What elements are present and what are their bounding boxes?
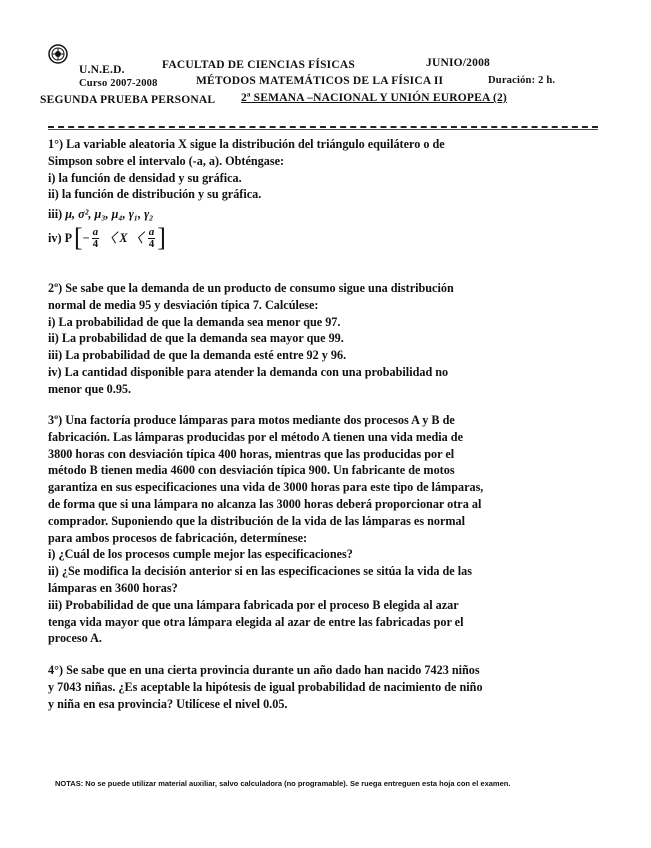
question-1 xyxy=(48,136,588,253)
question-3-line: comprador. Suponiendo que la distribución de la vida de las lámparas es normal xyxy=(48,513,466,528)
question-2-line: i) La probabilidad de que la demanda sea menor que 97. xyxy=(48,314,341,329)
institution: U.N.E.D. xyxy=(79,64,125,76)
question-3 xyxy=(48,412,588,647)
exam-date: JUNIO/2008 xyxy=(426,57,490,69)
question-2-line: iii) La probabilidad de que la demanda esté entre 92 y 96. xyxy=(48,348,347,363)
question-2-line: menor que 0.95. xyxy=(48,381,132,396)
question-2 xyxy=(48,280,588,398)
question-3-line: i) ¿Cuál de los procesos cumple mejor las especificaciones? xyxy=(48,547,353,562)
question-3-line: iii) Probabilidad de que una lámpara fabricada por el proceso B elegida al azar xyxy=(48,597,459,612)
question-1-item-iv: iv) P [ − $\frac{a}{4}$ 〈 X 〈 $\frac{a}{4}$ ] xyxy=(48,223,166,253)
question-4-line: y 7043 niñas. ¿Es aceptable la hipótesis de igual probabilidad de nacimiento de niño xyxy=(48,679,483,694)
course-year: Curso 2007-2008 xyxy=(79,78,158,89)
question-4-line: 4°) Se sabe que en una cierta provincia durante un año dado han nacido 7423 niños xyxy=(48,663,480,677)
question-4-line: y niña en esa provincia? Utilícese el nivel 0.05. xyxy=(48,696,288,711)
question-2-line: ii) La probabilidad de que la demanda sea mayor que 99. xyxy=(48,331,344,346)
subject-title: MÉTODOS MATEMÁTICOS DE LA FÍSICA II xyxy=(196,75,444,87)
fraction-a-over-4: $\frac{a}{4}$ xyxy=(148,225,155,250)
question-3-line: para ambos procesos de fabricación, determínese: xyxy=(48,530,308,545)
question-2-line: 2º) Se sabe que la demanda de un producto de consumo sigue una distribución xyxy=(48,281,454,295)
question-1-line: Simpson sobre el intervalo (-a, a). Obténgase: xyxy=(48,153,285,168)
question-3-line: tenga vida mayor que otra lámpara elegida al azar de entre las fabricadas por el xyxy=(48,614,464,629)
question-3-line: 3º) Una factoría produce lámparas para motos mediante dos procesos A y B de xyxy=(48,413,455,427)
exam-notes: NOTAS: No se puede utilizar material auxiliar, salvo calculadora (no programable). Se ruega entreguen esta hoja con el examen. xyxy=(55,779,511,788)
right-bracket: ] xyxy=(157,223,166,253)
moments-formula: μ, σ², μ₃, μ₄, γ₁, γ₂ xyxy=(65,207,154,222)
question-1-item-iii: iii) μ, σ², μ₃, μ₄, γ₁, γ₂ xyxy=(48,207,154,222)
question-3-line: lámparas en 3600 horas? xyxy=(48,580,178,595)
question-1-line: ii) la función de distribución y su gráfica. xyxy=(48,187,262,202)
question-3-line: fabricación. Las lámparas producidas por el método A tienen una vida media de xyxy=(48,429,463,444)
exam-type: SEGUNDA PRUEBA PERSONAL xyxy=(40,94,216,106)
question-4 xyxy=(48,662,588,712)
question-2-line: iv) La cantidad disponible para atender la demanda con una probabilidad no xyxy=(48,364,449,379)
faculty: FACULTAD DE CIENCIAS FÍSICAS xyxy=(162,59,355,71)
question-3-line: proceso A. xyxy=(48,631,102,646)
question-3-line: garantiza en sus especificaciones una vida de 3000 horas para este tipo de lámparas, xyxy=(48,480,484,495)
question-3-line: ii) ¿Se modifica la decisión anterior si en las especificaciones se sitúa la vida de las xyxy=(48,564,472,579)
uned-seal-icon xyxy=(48,44,68,64)
exam-week: 2ª SEMANA –NACIONAL Y UNIÓN EUROPEA (2) xyxy=(241,92,507,104)
question-1-line: 1°) La variable aleatoria X sigue la distribución del triángulo equilátero o de xyxy=(48,137,445,151)
question-2-line: normal de media 95 y desviación típica 7. Calcúlese: xyxy=(48,297,319,312)
separator-line-underlay xyxy=(48,129,598,131)
question-3-line: 3800 horas con desviación típica 400 horas, mientras que las producidas por el xyxy=(48,446,455,461)
exam-duration: Duración: 2 h. xyxy=(488,75,556,86)
fraction-neg-a-over-4: $\frac{a}{4}$ xyxy=(92,225,99,250)
left-bracket: [ xyxy=(74,223,83,253)
question-3-line: método B tienen media 4600 con desviación típica 900. Un fabricante de motos xyxy=(48,463,455,478)
question-3-line: de forma que si una lámpara no alcanza las 3000 horas deberá proporcionar otra al xyxy=(48,496,482,511)
question-1-line: i) la función de densidad y su gráfica. xyxy=(48,170,242,185)
